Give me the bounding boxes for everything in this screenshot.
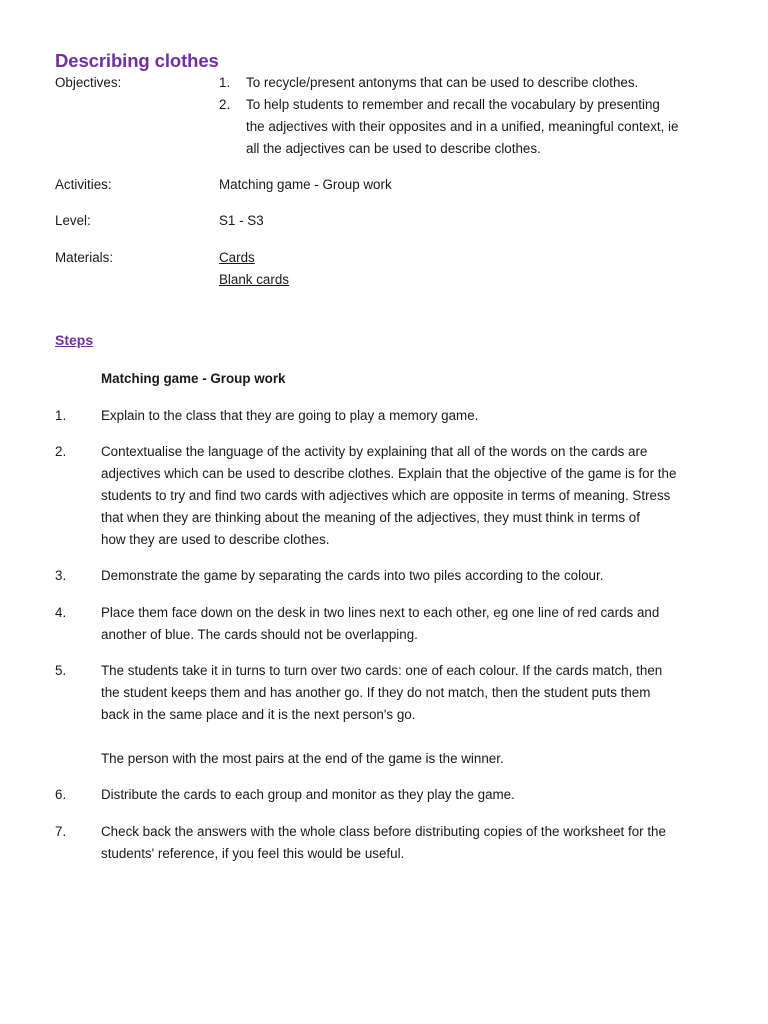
step-number: 5. bbox=[55, 663, 67, 678]
step-line: Check back the answers with the whole class before distributing copies of the worksheet for the bbox=[101, 824, 666, 839]
step-line: Place them face down on the desk in two lines next to each other, eg one line of red cards and bbox=[101, 605, 660, 620]
objective-number: 1. bbox=[219, 75, 231, 90]
step-number: 7. bbox=[55, 824, 67, 839]
document-title: Describing clothes bbox=[55, 50, 219, 71]
objective-line: all the adjectives can be used to describe clothes. bbox=[246, 141, 541, 156]
steps-subheading: Matching game - Group work bbox=[101, 371, 286, 386]
objective-line: To recycle/present antonyms that can be used to describe clothes. bbox=[246, 75, 639, 90]
objective-line: To help students to remember and recall the vocabulary by presenting bbox=[246, 97, 660, 112]
objective-number: 2. bbox=[219, 97, 231, 112]
step-note: The person with the most pairs at the end of the game is the winner. bbox=[101, 751, 504, 766]
step-line: back in the same place and it is the next person's go. bbox=[101, 707, 416, 722]
step-number: 3. bbox=[55, 568, 67, 583]
step-number: 4. bbox=[55, 605, 67, 620]
objective-line: the adjectives with their opposites and in a unified, meaningful context, ie bbox=[246, 119, 679, 134]
level-label: Level: bbox=[55, 213, 91, 228]
step-number: 1. bbox=[55, 408, 67, 423]
material-link-blank-cards[interactable]: Blank cards bbox=[219, 272, 289, 287]
step-line: students to try and find two cards with adjectives which are opposite in terms of meaning. Stress bbox=[101, 488, 671, 503]
step-number: 6. bbox=[55, 787, 67, 802]
step-line: Explain to the class that they are going to play a memory game. bbox=[101, 408, 479, 423]
step-line: Demonstrate the game by separating the cards into two piles according to the colour. bbox=[101, 568, 604, 583]
step-line: adjectives which can be used to describe clothes. Explain that the objective of the game is for the bbox=[101, 466, 677, 481]
step-line: how they are used to describe clothes. bbox=[101, 532, 330, 547]
activities-label: Activities: bbox=[55, 177, 112, 192]
step-line: students' reference, if you feel this would be useful. bbox=[101, 846, 405, 861]
step-line: another of blue. The cards should not be overlapping. bbox=[101, 627, 418, 642]
steps-heading[interactable]: Steps bbox=[55, 332, 94, 348]
materials-label: Materials: bbox=[55, 250, 114, 265]
step-line: Contextualise the language of the activity by explaining that all of the words on the cards are bbox=[101, 444, 648, 459]
step-line: The students take it in turns to turn over two cards: one of each colour. If the cards match, then bbox=[101, 663, 663, 678]
material-link-cards[interactable]: Cards bbox=[219, 250, 255, 265]
step-line: the student keeps them and has another go. If they do not match, then the student puts them bbox=[101, 685, 651, 700]
objectives-label: Objectives: bbox=[55, 75, 122, 90]
step-line: that when they are thinking about the meaning of the adjectives, they must think in terms of bbox=[101, 510, 640, 525]
activities-value: Matching game - Group work bbox=[219, 177, 392, 192]
step-number: 2. bbox=[55, 444, 67, 459]
step-line: Distribute the cards to each group and monitor as they play the game. bbox=[101, 787, 515, 802]
level-value: S1 - S3 bbox=[219, 213, 264, 228]
